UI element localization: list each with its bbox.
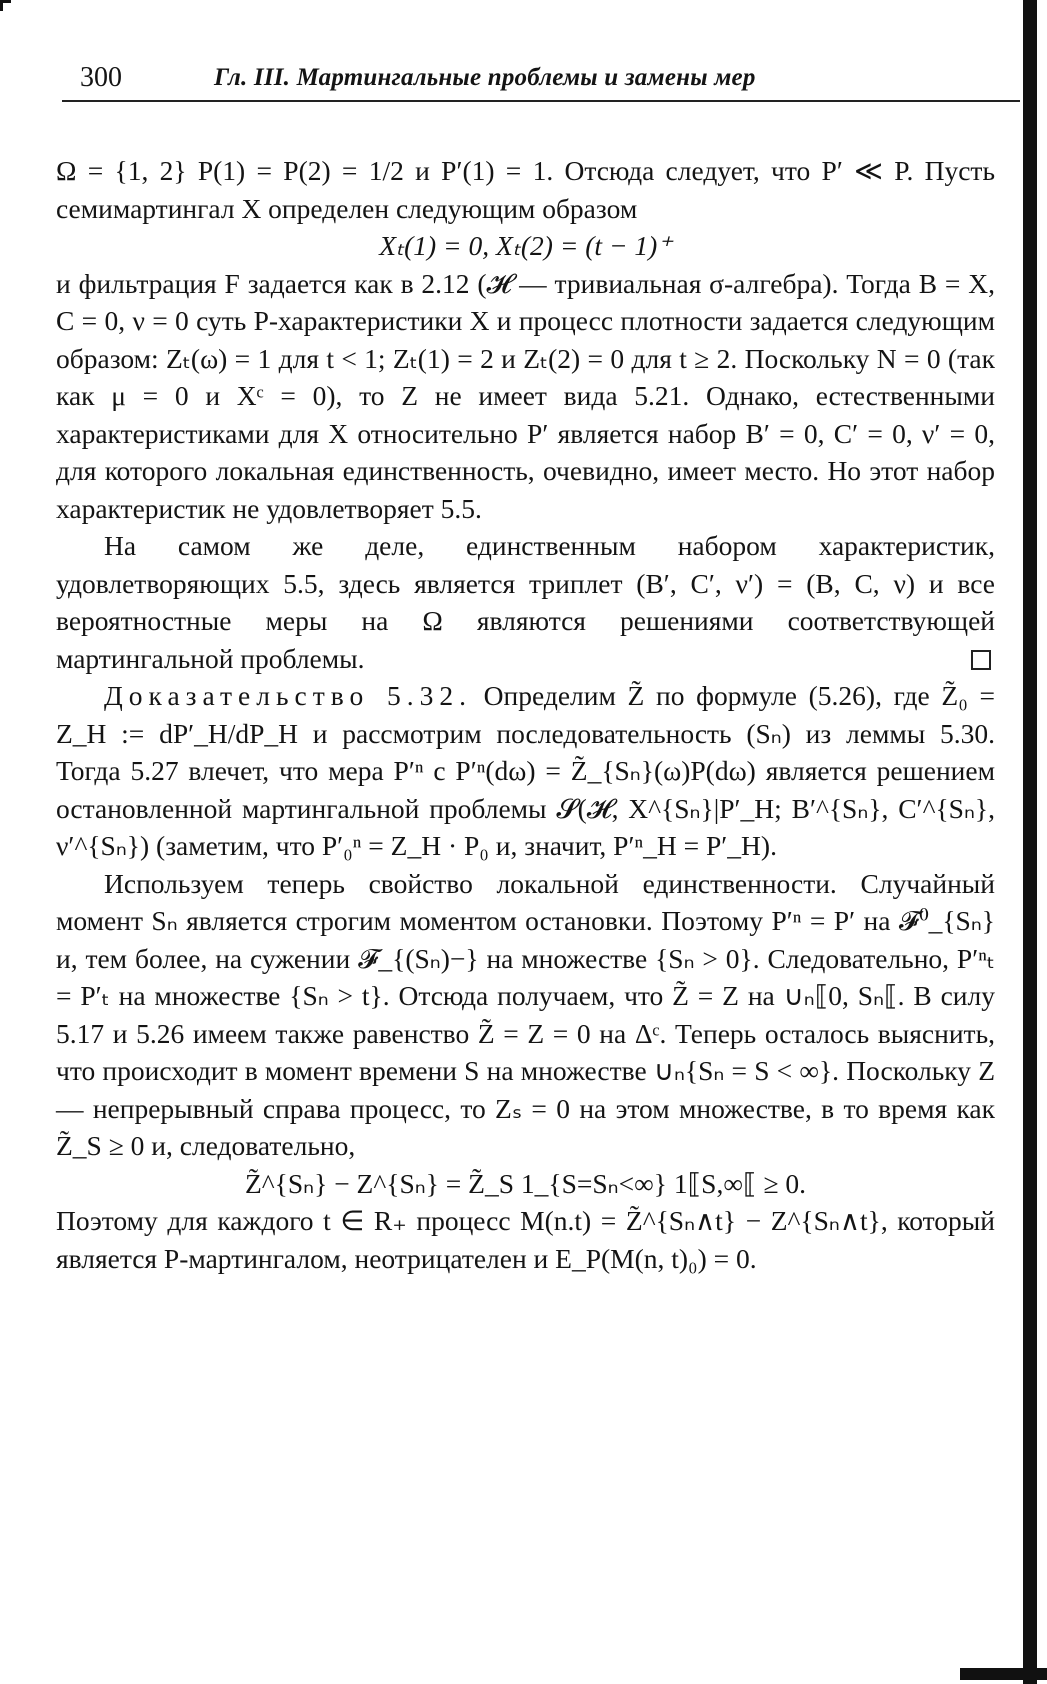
paragraph-3: [56, 527, 995, 677]
paragraph-3-text: На самом же деле, единственным набором характеристик, удовлетворяющих 5.5, здесь является триплет (B′, C′, ν′) = (B, C, ν) и все вероятностные меры на Ω являются решениями соответствующей мартингальной проблемы.: [56, 530, 995, 674]
page-header: [62, 56, 1020, 100]
running-head: Гл. III. Мартингальные проблемы и замены мер: [214, 64, 756, 91]
equation-1: Xₜ(1) = 0, Xₜ(2) = (t − 1)⁺: [379, 230, 672, 261]
paragraph-2: и фильтрация F задается как в 2.12 (𝓗 — тривиальная σ-алгебра). Тогда B = X, C = 0, ν = 0 суть P-характеристики X и процесс плотности задается следующим образом: Zₜ(ω) = 1 для t < 1; Zₜ(1) = 2 и Zₜ(2) = 0 для t ≥ 2. Поскольку N = 0 (так как μ = 0 и Xᶜ = 0), то Z не имеет вида 5.21. Однако, естественными характеристиками для X относительно P′ является набор B′ = 0, C′ = 0, ν′ = 0, для которого локальная единственность, очевидно, имеет место. Но этот набор характеристик не удовлетворяет 5.5.: [56, 267, 995, 524]
page-bottom-edge: [960, 1668, 1047, 1680]
page-number: 300: [80, 62, 122, 93]
paragraph-6: Поэтому для каждого t ∈ R₊ процесс M(n.t) = Z̃^{Sₙ∧t} − Z^{Sₙ∧t}, который является P-мартингалом, неотрицателен и E_P(M(n, t)₀) = 0.: [56, 1205, 995, 1274]
paragraph-1: Ω = {1, 2} P(1) = P(2) = 1/2 и P′(1) = 1. Отсюда следует, что P′ ≪ P. Пусть семимартингал X определен следующим образом: [56, 155, 995, 224]
scan-corner-mark: [0, 0, 11, 11]
page-right-edge: [1023, 0, 1037, 1684]
proof-text: Определим Z̃ по формуле (5.26), где Z̃₀ = Z_H := dP′_H/dP_H и рассмотрим последовательность (Sₙ) из леммы 5.30. Тогда 5.27 влечет, что мера P′ⁿ с P′ⁿ(dω) = Z̃_{Sₙ}(ω)P(dω) является решением остановленной мартингальной проблемы 𝓢(𝓗, X^{Sₙ}|P′_H; B′^{Sₙ}, C′^{Sₙ}, ν′^{Sₙ}) (заметим, что P′₀ⁿ = Z_H · P₀ и, значит, P′ⁿ_H = P′_H).: [56, 680, 995, 861]
paragraph-5: Используем теперь свойство локальной единственности. Случайный момент Sₙ является строгим моментом остановки. Поэтому P′ⁿ = P′ на 𝓕⁰_{Sₙ} и, тем более, на сужении 𝓕_{(Sₙ)−} на множестве {Sₙ > 0}. Следовательно, P′ⁿₜ = P′ₜ на множестве {Sₙ > t}. Отсюда получаем, что Z̃ = Z на ∪ₙ⟦0, Sₙ⟦. В силу 5.17 и 5.26 имеем также равенство Z̃ = Z = 0 на Δᶜ. Теперь осталось выяснить, что происходит в момент времени S на множестве ∪ₙ{Sₙ = S < ∞}. Поскольку Z — непрерывный справа процесс, то Zₛ = 0 на этом множестве, в то время как Z̃_S ≥ 0 и, следовательно,: [56, 867, 995, 1161]
proof-label: Доказательство 5.32.: [104, 680, 472, 711]
page-body: [56, 152, 995, 1277]
qed-square-icon: [971, 650, 991, 670]
paragraph-proof: [56, 677, 995, 865]
equation-2: Z̃^{Sₙ} − Z^{Sₙ} = Z̃_S 1_{S=Sₙ<∞} 1⟦S,∞⟦ ≥ 0.: [244, 1167, 807, 1199]
header-rule: [62, 100, 1020, 102]
